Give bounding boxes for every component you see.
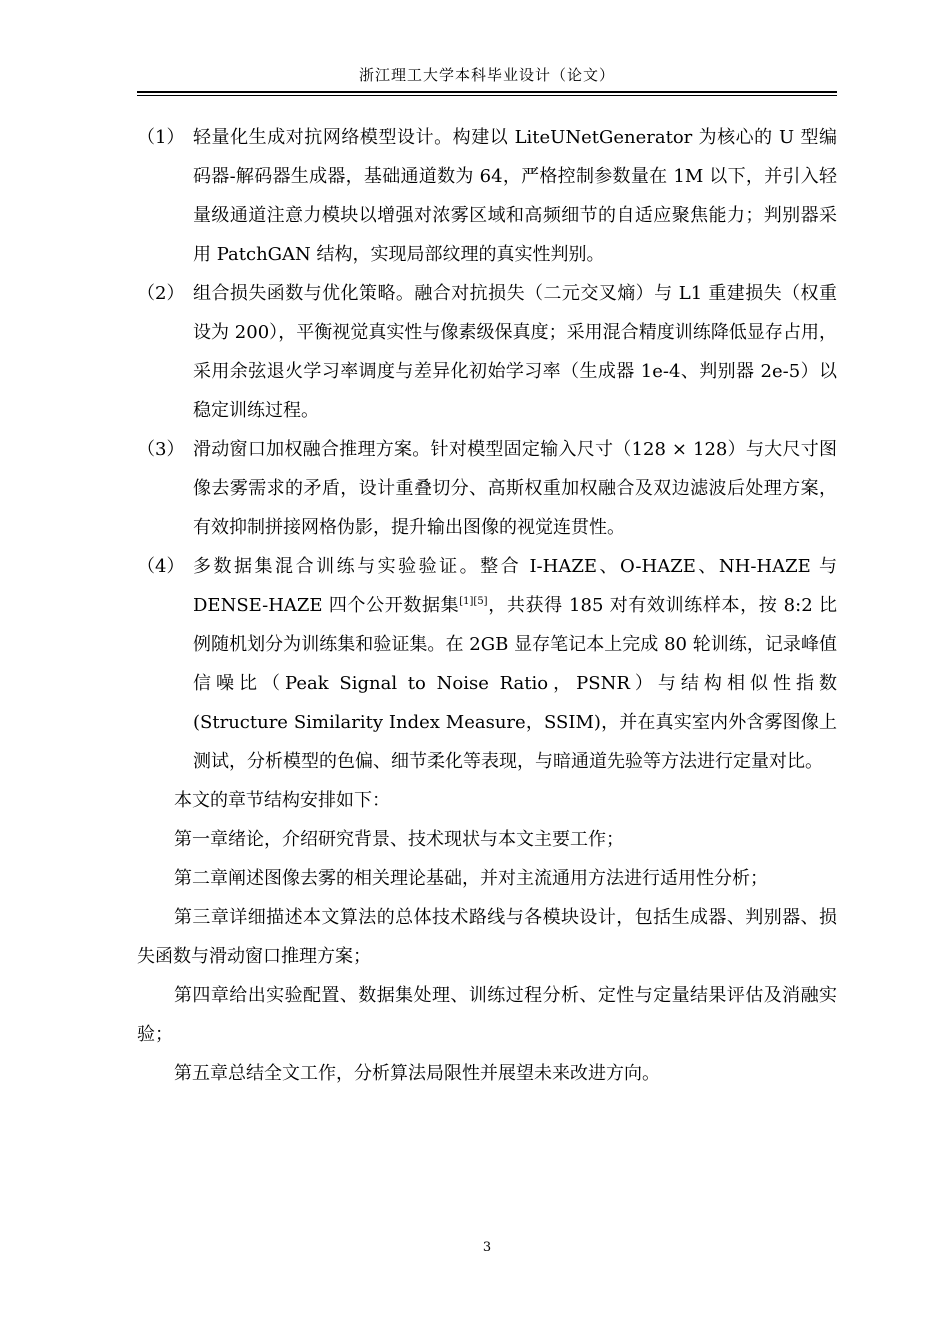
list-item-number: （3） <box>137 439 185 460</box>
list-item-number: （4） <box>137 556 185 577</box>
page-number: 3 <box>482 1240 492 1255</box>
list-item-1 <box>137 118 837 274</box>
paragraph-chapter-1: 第一章绪论，介绍研究背景、技术现状与本文主要工作； <box>174 829 624 850</box>
list-item-number: （1） <box>137 127 185 148</box>
paragraph-structure-intro: 本文的章节结构安排如下： <box>174 790 390 811</box>
list-item-2 <box>137 274 837 430</box>
list-item-text: 轻量化生成对抗网络模型设计。构建以 LiteUNetGenerator 为核心的 U 型编码器-解码器生成器，基础通道数为 64，严格控制参数量在 1M 以下，并引入轻量级通道注意力模块以增强对浓雾区域和高频细节的自适应聚焦能力；判别器采用 PatchGAN 结构，实现局部纹理的真实性判别。 <box>193 127 837 265</box>
list-item-3 <box>137 430 837 547</box>
list-item-text: 组合损失函数与优化策略。融合对抗损失（二元交叉熵）与 L1 重建损失（权重设为 200），平衡视觉真实性与像素级保真度；采用混合精度训练降低显存占用，采用余弦退火学习率调度与差异化初始学习率（生成器 1e-4、判别器 2e-5）以稳定训练过程。 <box>193 283 837 421</box>
list-item-number: （2） <box>137 283 185 304</box>
citation-reference[interactable]: [1][5] <box>459 596 488 607</box>
list-item-text-before: 多数据集混合训练与实验验证。整合 I-HAZE、O-HAZE、NH-HAZE 与 DENSE-HAZE 四个公开数据集 <box>193 556 837 616</box>
page-header: 浙江理工大学本科毕业设计（论文） <box>358 66 615 84</box>
list-item-text: 滑动窗口加权融合推理方案。针对模型固定输入尺寸（128 × 128）与大尺寸图像去雾需求的矛盾，设计重叠切分、高斯权重加权融合及双边滤波后处理方案，有效抑制拼接网格伪影，提升输出图像的视觉连贯性。 <box>193 439 837 538</box>
paragraph-chapter-3: 第三章详细描述本文算法的总体技术路线与各模块设计，包括生成器、判别器、损失函数与滑动窗口推理方案； <box>137 907 837 967</box>
list-item-4 <box>137 547 837 781</box>
list-item-text-after: ，共获得 185 对有效训练样本，按 8:2 比例随机划分为训练集和验证集。在 2GB 显存笔记本上完成 80 轮训练，记录峰值信噪比（Peak Signal to Noise Ratio，PSNR）与结构相似性指数 (Structure Similarity Index Measure，SSIM)，并在真实室内外含雾图像上测试，分析模型的色偏、细节柔化等表现，与暗通道先验等方法进行定量对比。 <box>193 595 837 772</box>
paragraph-chapter-4: 第四章给出实验配置、数据集处理、训练过程分析、定性与定量结果评估及消融实验； <box>137 985 837 1045</box>
list-item-text <box>193 547 837 781</box>
paragraph-chapter-5: 第五章总结全文工作，分析算法局限性并展望未来改进方向。 <box>174 1063 660 1084</box>
body-content <box>137 118 837 1093</box>
paragraph-chapter-2: 第二章阐述图像去雾的相关理论基础，并对主流通用方法进行适用性分析； <box>174 868 768 889</box>
header-rule-thick <box>137 91 837 93</box>
header-rule-thin <box>137 95 837 96</box>
